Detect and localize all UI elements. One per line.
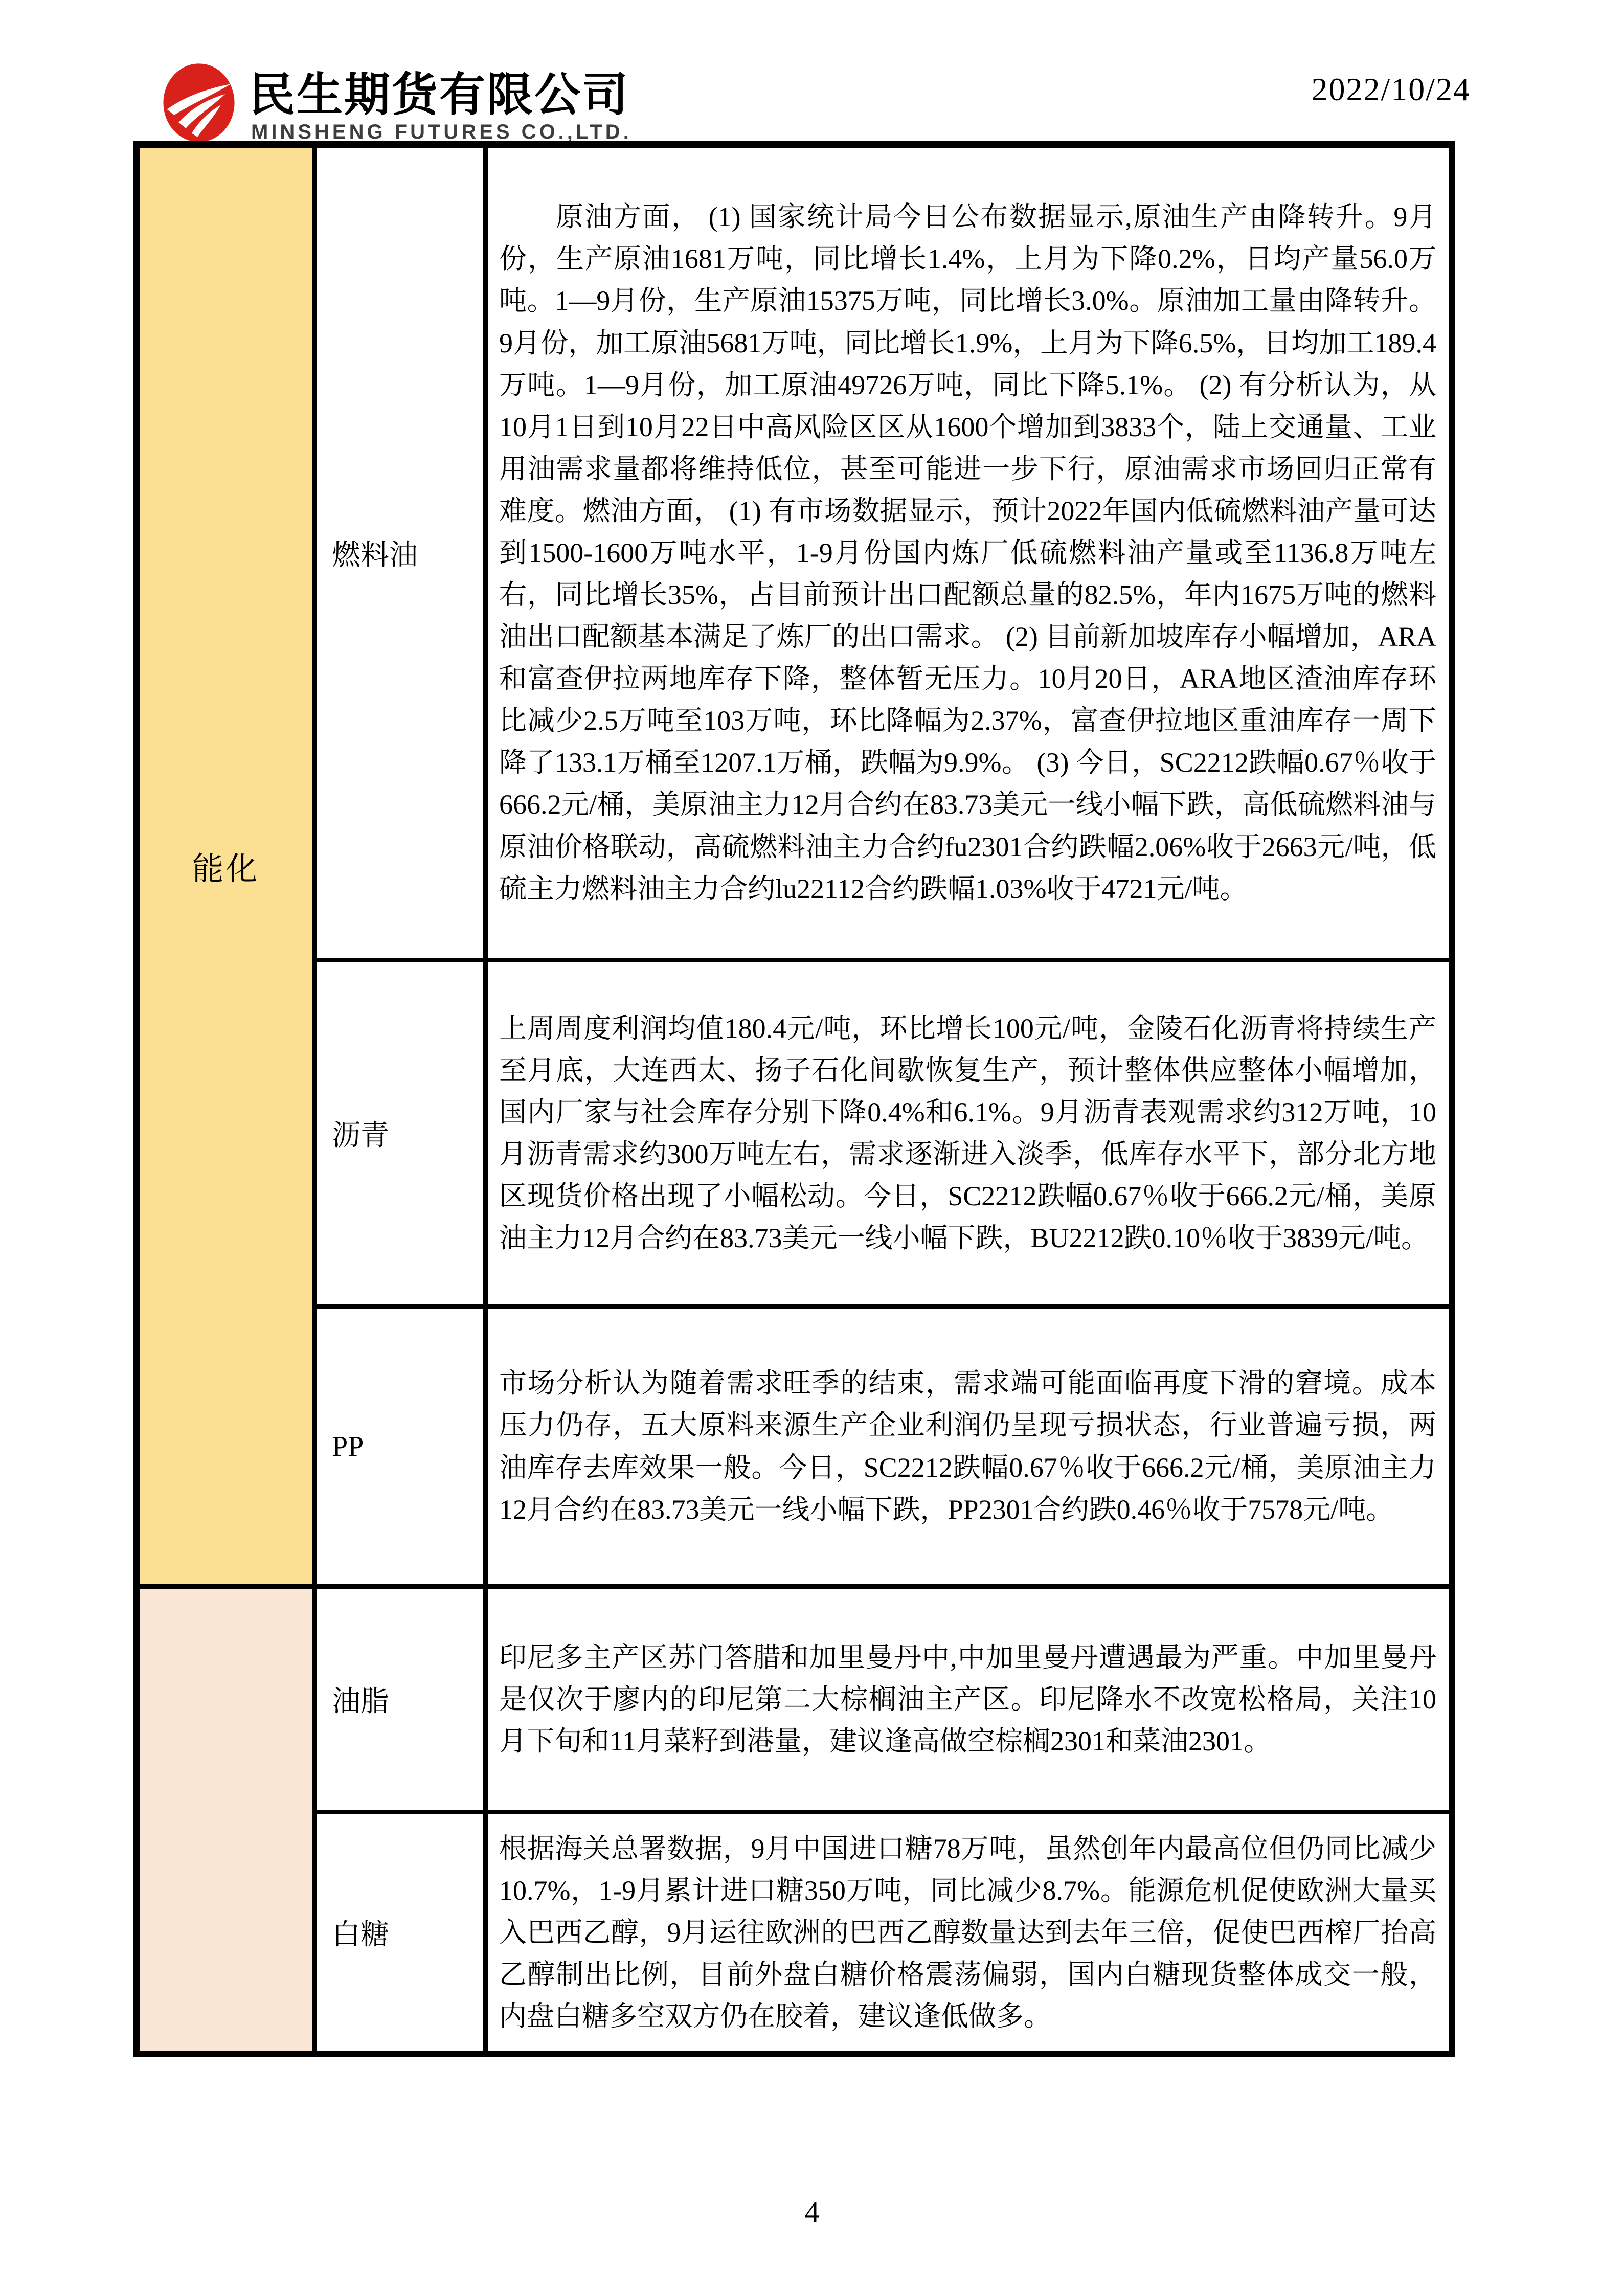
content-white-sugar: 根据海关总署数据，9月中国进口糖78万吨，虽然创年内最高位但仍同比减少10.7%，1-9月累计进口糖350万吨，同比减少8.7%。能源危机促使欧洲大量买入巴西乙醇，9月运往欧洲的巴西乙醇数量达到去年三倍，促使巴西榨厂抬高乙醇制出比例，目前外盘白糖价格震荡偏弱，国内白糖现货整体成交一般，内盘白糖多空双方仍在胶着，建议逢低做多。 <box>486 1812 1452 2054</box>
subcategory-pp: PP <box>314 1307 486 1587</box>
minsheng-logo-icon <box>163 62 235 143</box>
category-cell-energy-chemicals: 能化 <box>137 145 314 1587</box>
subcategory-fuel-oil: 燃料油 <box>314 145 486 960</box>
subcategory-white-sugar: 白糖 <box>314 1812 486 2054</box>
page-number: 4 <box>804 2195 820 2229</box>
subcategory-asphalt: 沥青 <box>314 960 486 1307</box>
company-name-cn: 民生期货有限公司 <box>249 70 629 121</box>
subcategory-oils: 油脂 <box>314 1587 486 1812</box>
content-pp: 市场分析认为随着需求旺季的结束，需求端可能面临再度下滑的窘境。成本压力仍存，五大原料来源生产企业利润仍呈现亏损状态，行业普遍亏损，两油库存去库效果一般。今日，SC2212跌幅0.67％收于666.2元/桶，美原油主力12月合约在83.73美元一线小幅下跌，PP2301合约跌0.46％收于7578元/吨。 <box>486 1307 1452 1587</box>
company-name-en: MINSHENG FUTURES CO.,LTD. <box>251 121 632 143</box>
content-fuel-oil: 原油方面， (1) 国家统计局今日公布数据显示,原油生产由降转升。9月份，生产原油1681万吨，同比增长1.4%，上月为下降0.2%，日均产量56.0万吨。1—9月份，生产原油15375万吨，同比增长3.0%。原油加工量由降转升。9月份，加工原油5681万吨，同比增长1.9%，上月为下降6.5%，日均加工189.4万吨。1—9月份，加工原油49726万吨，同比下降5.1%。 (2) 有分析认为，从10月1日到10月22日中高风险区区从1600个增加到3833个，陆上交通量、工业用油需求量都将维持低位，甚至可能进一步下行，原油需求市场回归正常有难度。燃油方面， (1) 有市场数据显示，预计2022年国内低硫燃料油产量可达到1500-1600万吨水平，1-9月份国内炼厂低硫燃料油产量或至1136.8万吨左右，同比增长35%，占目前预计出口配额总量的82.5%，年内1675万吨的燃料油出口配额基本满足了炼厂的出口需求。 (2) 目前新加坡库存小幅增加，ARA和富查伊拉两地库存下降，整体暂无压力。10月20日，ARA地区渣油库存环比减少2.5万吨至103万吨，环比降幅为2.37%，富查伊拉地区重油库存一周下降了133.1万桶至1207.1万桶，跌幅为9.9%。 (3) 今日，SC2212跌幅0.67％收于666.2元/桶，美原油主力12月合约在83.73美元一线小幅下跌，高低硫燃料油与原油价格联动，高硫燃料油主力合约fu2301合约跌幅2.06%收于2663元/吨，低硫主力燃料油主力合约lu22112合约跌幅1.03%收于4721元/吨。 <box>486 145 1452 960</box>
report-date: 2022/10/24 <box>1311 71 1471 107</box>
content-oils: 印尼多主产区苏门答腊和加里曼丹中,中加里曼丹遭遇最为严重。中加里曼丹是仅次于廖内的印尼第二大棕榈油主产区。印尼降水不改宽松格局，关注10月下旬和11月菜籽到港量，建议逢高做空棕榈2301和菜油2301。 <box>486 1587 1452 1812</box>
content-asphalt: 上周周度利润均值180.4元/吨，环比增长100元/吨，金陵石化沥青将持续生产至月底，大连西太、扬子石化间歇恢复生产，预计整体供应整体小幅增加，国内厂家与社会库存分别下降0.4%和6.1%。9月沥青表观需求约312万吨，10月沥青需求约300万吨左右，需求逐渐进入淡季，低库存水平下，部分北方地区现货价格出现了小幅松动。今日，SC2212跌幅0.67％收于666.2元/桶，美原油主力12月合约在83.73美元一线小幅下跌，BU2212跌0.10％收于3839元/吨。 <box>486 960 1452 1307</box>
category-cell-agriculture <box>137 1587 314 2054</box>
report-table <box>133 141 1455 2057</box>
